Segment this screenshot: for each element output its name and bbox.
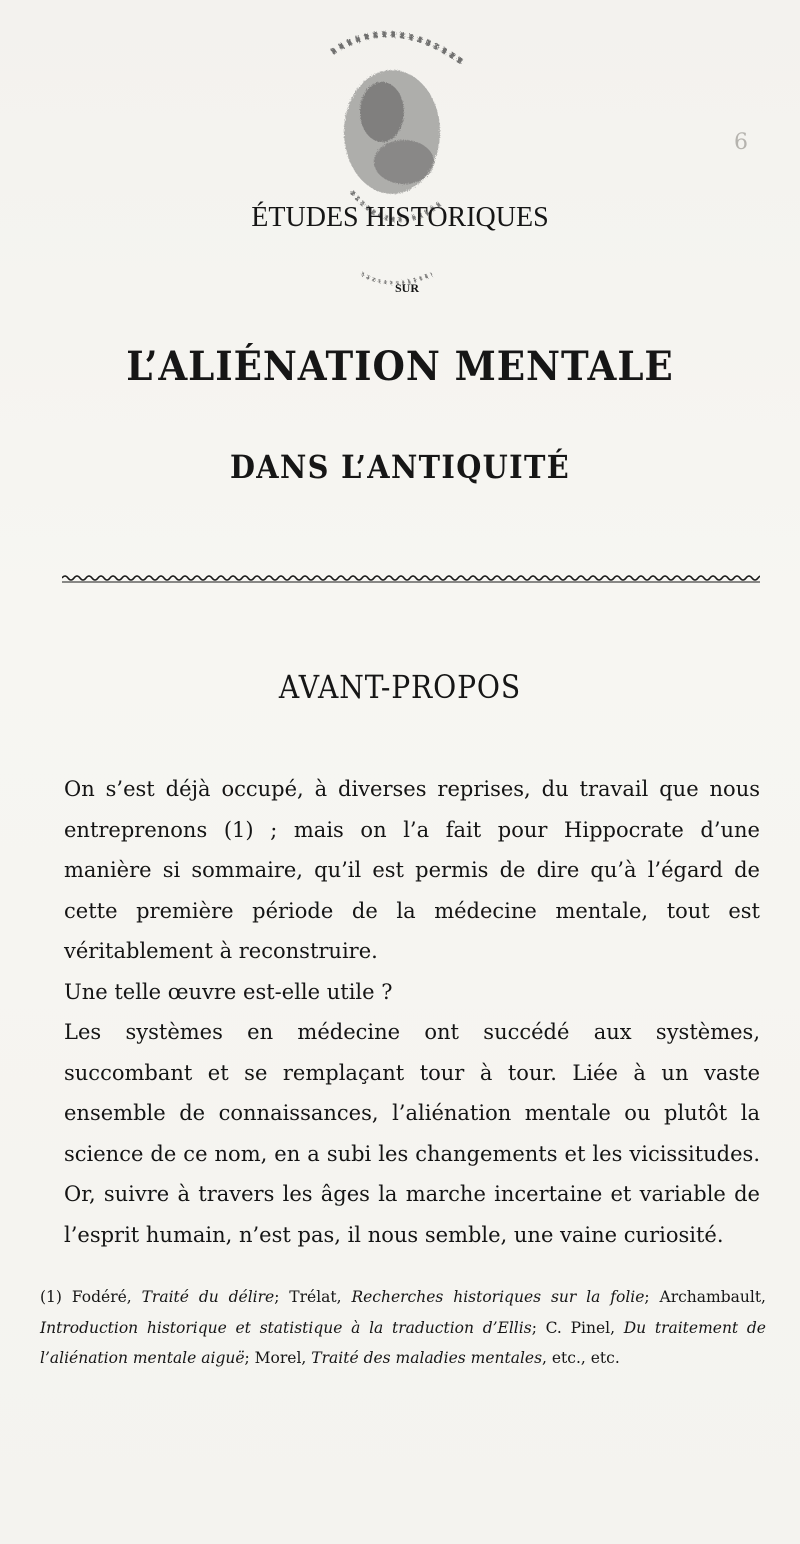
bleed-through-page-number: 6	[734, 130, 748, 155]
footnote-tail: , etc., etc.	[542, 1349, 620, 1367]
title-line-etudes: ÉTUDES HISTORIQUES	[251, 202, 549, 233]
library-seal-stamp	[292, 12, 492, 302]
footnote-author-1: Fodéré,	[71, 1288, 132, 1306]
paragraph-2	[64, 972, 760, 1013]
title-line-alienation: L’ALIÉNATION MENTALE	[126, 343, 674, 390]
footnote-number: (1)	[40, 1288, 62, 1306]
paragraph-1-text: On s’est déjà occupé, à diverses reprises, du travail que nous entreprenons (1) ; mais on l’a fait pour Hippocrate d’une manière si sommaire, qu’il est permis de dire qu’à l’égard de cette première période de la médecine mentale, tout est véritablement à reconstruire.	[64, 777, 760, 963]
paragraph-3	[64, 1012, 760, 1255]
footnote-title-4: Du traitement de l’aliénation mentale aiguë	[40, 1318, 766, 1367]
title-connector-sur: SUR	[394, 281, 419, 295]
footnote	[40, 1282, 766, 1374]
section-heading-avant-propos: AVANT-PROPOS	[278, 668, 522, 706]
footnote-title-1: Traité du délire	[141, 1288, 275, 1306]
footnote-author-5: ; Morel,	[244, 1349, 307, 1367]
footnote-title-5: Traité des maladies mentales	[311, 1349, 543, 1367]
paragraph-3-text: Les systèmes en médecine ont succédé aux systèmes, succombant et se remplaçant tour à tour. Liée à un vaste ensemble de connaissances, l’aliénation mentale ou plutôt la science de ce nom, en a subi les changements et les vicissitudes. Or, suivre à travers les âges la marche incertaine et variable de l’esprit humain, n’est pas, il nous semble, une vaine curiosité.	[64, 1020, 760, 1247]
footnote-title-3: Introduction historique et statistique à la traduction d’Ellis	[40, 1318, 532, 1337]
paragraph-2-text: Une telle œuvre est-elle utile ?	[64, 980, 393, 1004]
ornamental-wavy-rule	[62, 570, 760, 586]
footnote-author-3: ; Archambault,	[644, 1288, 766, 1306]
footnote-title-2: Recherches historiques sur la folie	[351, 1288, 645, 1306]
paragraph-1	[64, 769, 760, 972]
footnote-author-4: ; C. Pinel,	[531, 1318, 615, 1337]
title-line-antiquite: DANS L’ANTIQUITÉ	[229, 448, 571, 486]
footnote-author-2: ; Trélat,	[274, 1288, 342, 1306]
